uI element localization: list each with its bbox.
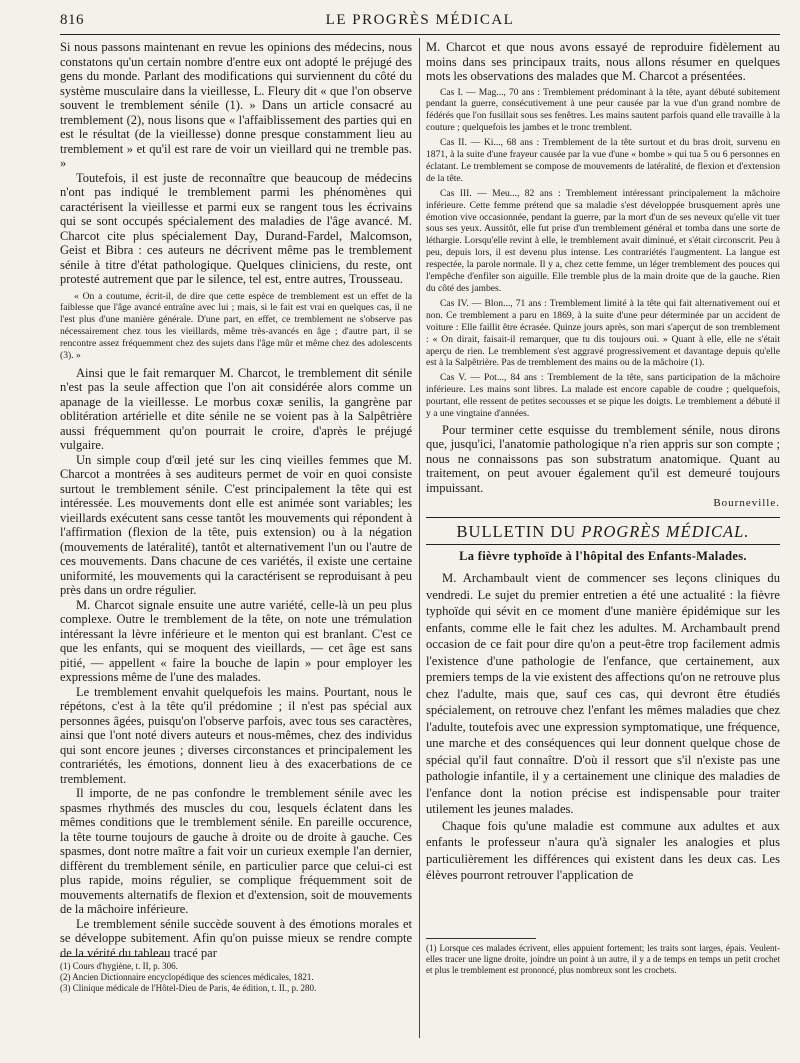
- footnote: (2) Ancien Dictionnaire encyclopédique des sciences médicales, 1821.: [60, 972, 314, 982]
- section-title: La fièvre typhoïde à l'hôpital des Enfants-Malades.: [459, 549, 747, 564]
- bulletin-paragraph: Chaque fois qu'une maladie est commune aux adultes et aux enfants le professeur n'aura qu'à signaler les analogies et plus particulièrement les différences qui existent dans les deux cas. Les élèves pourront retrouver l'application de: [426, 818, 780, 883]
- paragraph: Toutefois, il est juste de reconnaître que beaucoup de médecins n'ont pas indiqué le tremblement parmi les phénomènes qui caractérisent la vieillesse et parmi eux se rangent tous les écrivains qui se sont occupés spécialement des maladies de l'âge avancé. M. Charcot cite plus spécialement Day, Durand-Fardel, Malcomson, Geist et Bibra : ces auteurs ne décrivent même pas le tremblement sénile à titre d'état pathologique. Quelques cliniciens, du reste, ont protesté autrement que par le silence, tel est, entre autres, Trousseau.: [60, 170, 412, 286]
- paragraph: Le tremblement envahit quelquefois les mains. Pourtant, nous le répétons, c'est à la tête qu'il prédomine ; il n'est pas spécial aux personnes âgées, puisqu'on l'observe parfois, avec tous ses caractères, ainsi que l'ont noté divers auteurs et nous-mêmes, chez des individus qui sont encore jeunes ; diverses circonstances et principalement les contrariétés, les émotions, donnent lieu à des exacerbations de ce tremblement.: [60, 684, 412, 786]
- bulletin-paragraph: M. Archambault vient de commencer ses leçons cliniques du vendredi. Le sujet du premier entretien a été une actualité : la fièvre typhoïde qui sévit en ce moment d'une manière épidémique sur les enfants, comme elle le fait chez les adultes. M. Archambault prend occasion de ce fait pour dire qu'on a peut-être trop facilement admis l'existence d'une pathologie de l'enfance, que certainement, aux premiers temps de la vie existent des affections qu'on ne retrouve plus chez l'adulte, mais que, sauf ces cas, qui devront être étudiés spécialement, on retrouve chez l'enfant les mêmes maladies que chez l'adulte, toutefois avec une expression symptomatique, une fréquence, une marche et des conséquences qui leur donnent quelque chose de spécial qu'il faut connaître. D'où il ressort que s'il n'existe pas une pathologie infantile, il y a certainement une clinique des maladies de l'enfance dont la notion précise est indispensable pour traiter utilement les jeunes malades.: [426, 571, 780, 817]
- footnote: (1) Lorsque ces malades écrivent, elles appuient fortement; les traits sont larges, épais. Veulent-elles tracer une ligne droite, joindre un point à un autre, il y a de temps en temps un petit crochet et plus le tremblement est prononcé, plus nombreux sont les crochets.: [426, 943, 780, 975]
- journal-title: LE PROGRÈS MÉDICAL: [325, 12, 515, 28]
- case-1: Cas I. — Mag..., 70 ans : Tremblement prédominant à la tête, ayant débuté subitement pendant la guerre, consécutivement à une peur causée par la vue d'un grand nombre de fédérés que l'on fusillait sous ses fenêtres. Les mains sautent parfois quand elle travaille à la couture ; quelquefois les jambes et le tronc tremblent.: [426, 86, 780, 134]
- footnote: (3) Clinique médicale de l'Hôtel-Dieu de Paris, 4e édition, t. II., p. 280.: [60, 983, 317, 993]
- footnotes-right: [426, 928, 780, 976]
- header-rule: [60, 34, 780, 35]
- footnote-rule: [60, 956, 170, 957]
- case-2: Cas II. — Ki..., 68 ans : Tremblement de la tête surtout et du bras droit, survenu en 1871, à la suite d'une frayeur causée par la vue d'une « bombe » qui tua 5 ou 6 personnes en éclatant. Le tremblement se compose de mouvements de latéralité, de flexion et d'extension de la tête.: [426, 137, 780, 184]
- left-column: [60, 40, 412, 993]
- case-5: Cas V. — Pot..., 84 ans : Tremblement de la tête, sans participation de la mâchoire inférieure. Les mains sont libres. La malade est encore capable de coudre ; quelquefois, pourtant, elle ressent de petites secousses et se pique les doigts. Le tremblement a débuté il y a une vingtaine d'années.: [426, 372, 780, 420]
- paragraph: Le tremblement sénile succède souvent à des émotions morales et se développe subitement. Afin qu'on puisse mieux se rendre compte de la vérité du tableau tracé par: [60, 916, 412, 960]
- trousseau-quote: « On a coutume, écrit-il, de dire que cette espèce de tremblement est un effet de la faiblesse que l'âge avancé entraîne avec lui ; mais, si le fait est vrai en quelques cas, il ne l'est plus d'une manière générale. D'une part, en effet, ce tremblement ne s'observe pas nécessairement chez tous les vieillards, même très-avancés en âge ; d'autre part, il se rencontre assez fréquemment chez des sujets dans l'âge mûr et même chez des adolescents (3). »: [60, 290, 412, 362]
- footnote: (1) Cours d'hygiène, t. II, p. 306.: [60, 961, 178, 971]
- case-4: Cas IV. — Blon..., 71 ans : Tremblement limité à la tête qui fait alternativement oui et non. Ce tremblement a paru en 1869, à la suite d'une peur déterminée par un accident de voiture : Elle faillit être écrasée. Quinze jours après, son mari s'aperçut de son tremblement : « On dirait, faisait-il remarquer, que tu dis toujours oui. » Quant à elle, elle ne s'était aperçu de rien. Le tremblement s'est aggravé progressivement et davantage depuis qu'elle est à la Salpêtrière. Pas de tremblement des mains ou de la mâchoire (1).: [426, 297, 780, 369]
- footnote-rule: [426, 938, 536, 939]
- paragraph: Ainsi que le fait remarquer M. Charcot, le tremblement dit sénile n'est pas la seule affection que l'on ait considérée alors comme un apanage de la vieillesse. Le morbus coxæ senilis, la gangrène par oblitération artérielle et dite sénile ne se voient pas à la Salpêtrière aussi fréquemment qu'on pourrait le croire, d'après le préjugé vulgaire.: [60, 365, 412, 453]
- bulletin-title-italic: PROGRÈS MÉDICAL.: [581, 522, 750, 542]
- paragraph: Il importe, de ne pas confondre le tremblement sénile avec les spasmes rhythmés des muscles du cou, lesquels éclatent dans les mêmes conditions que le tremblement sénile. En pareille occurence, la tête tourne toujours de gauche à droite ou de droite à gauche. Ces spasmes, dont notre maître a fait voir un curieux exemple l'an dernier, diffèrent du tremblement sénile, en particulier parce que celui-ci est plus rapide, moins régulier, se complique fréquemment soit de mouvements alternatifs de flexion et d'extension, soit de mouvements de la mâchoire inférieure.: [60, 786, 412, 917]
- right-column: [426, 40, 780, 975]
- paragraph: M. Charcot signale ensuite une autre variété, celle-là un peu plus complexe. Outre le tremblement de la tête, on note une trémulation intéressant la lèvre inférieure et le menton qui est branlant. C'est ce que les enfants, qui se moquent des vieillards, — cet âge est sans pitié, — appellent « faire la bouche de lapin » pour employer les expressions même de l'une des malades.: [60, 597, 412, 685]
- paragraph: Si nous passons maintenant en revue les opinions des médecins, nous constatons qu'un certain nombre d'entre eux ont adopté le préjugé des gens du monde. Parlant des modifications qui surviennent du côté du système musculaire dans la vieillesse, L. Fleury dit « que l'on observe souvent le tremblement sénile (1). » Dans un article consacré au tremblement (2), nous lisons que « l'affaiblissement des parties qui en est le résultat (de la vieillesse) donne presque constamment lieu au tremblement » et qu'il est rare de voir un vieillard qui ne tremble pas. »: [60, 40, 412, 170]
- column-divider: [419, 38, 420, 1038]
- case-3: Cas III. — Meu..., 82 ans : Tremblement intéressant principalement la mâchoire inférieure. Cette femme prétend que sa maladie s'est développée brusquement après une émotion vive occasionnée, pendant la guerre, par la mort d'un de ses neveux qu'elle vit tuer sous ses yeux. Aussitôt, elle fut prise d'un tremblement général et tomba dans une sorte de léthargie. Lorsqu'elle revint à elle, le tremblement avait diminué, et s'était circonscrit. Peu à peu, depuis lors, il est devenu plus intense. Les contrariétés l'augmentent. La langue est respectée, la parole normale. Il y a, chez cette femme, un léger tremblement des pouces qui l'empêche d'enfiler son aiguille. Elle tremble plus de la main droite que de la gauche. Rien du côté des jambes.: [426, 187, 780, 294]
- bulletin-title-plain: BULLETIN DU: [456, 522, 582, 542]
- paragraph: M. Charcot et que nous avons essayé de reproduire fidèlement au moins dans ses principaux traits, nous allons résumer en quelques mots les observations des malades que M. Charcot a présentées.: [426, 40, 780, 83]
- signature: Bourneville.: [713, 497, 780, 510]
- conclusion-paragraph: Pour terminer cette esquisse du tremblement sénile, nous dirons que, jusqu'ici, l'anatomie pathologique n'a rien appris sur son compte ; nous ne connaissons pas son substratum anatomique. Quant au traitement, on peut avouer également qu'il est demeuré toujours impuissant.: [426, 422, 780, 495]
- footnotes-left: [60, 946, 412, 994]
- page-header: [60, 10, 780, 34]
- paragraph: Un simple coup d'œil jeté sur les cinq vieilles femmes que M. Charcot a montrées à ses auditeurs permet de voir en quoi consiste surtout le tremblement sénile. C'est principalement la tête qui est intéressée. Les mouvements dont elle est animée sont variables; les vieillards exécutent sans cesse tantôt les mouvements qui répondent à l'affirmation (flexion de la tête, puis extension) ou à la négation (mouvements de latéralité), tantôt et alternativement l'un ou l'autre de ces mouvements. Dans chacune de ces variétés, il existe une certaine uniformité, les mouvements qui la caractérisent se reproduisant à peu près dans un ordre régulier.: [60, 452, 412, 598]
- bulletin-heading: [426, 517, 780, 545]
- page-number: 816: [60, 12, 84, 28]
